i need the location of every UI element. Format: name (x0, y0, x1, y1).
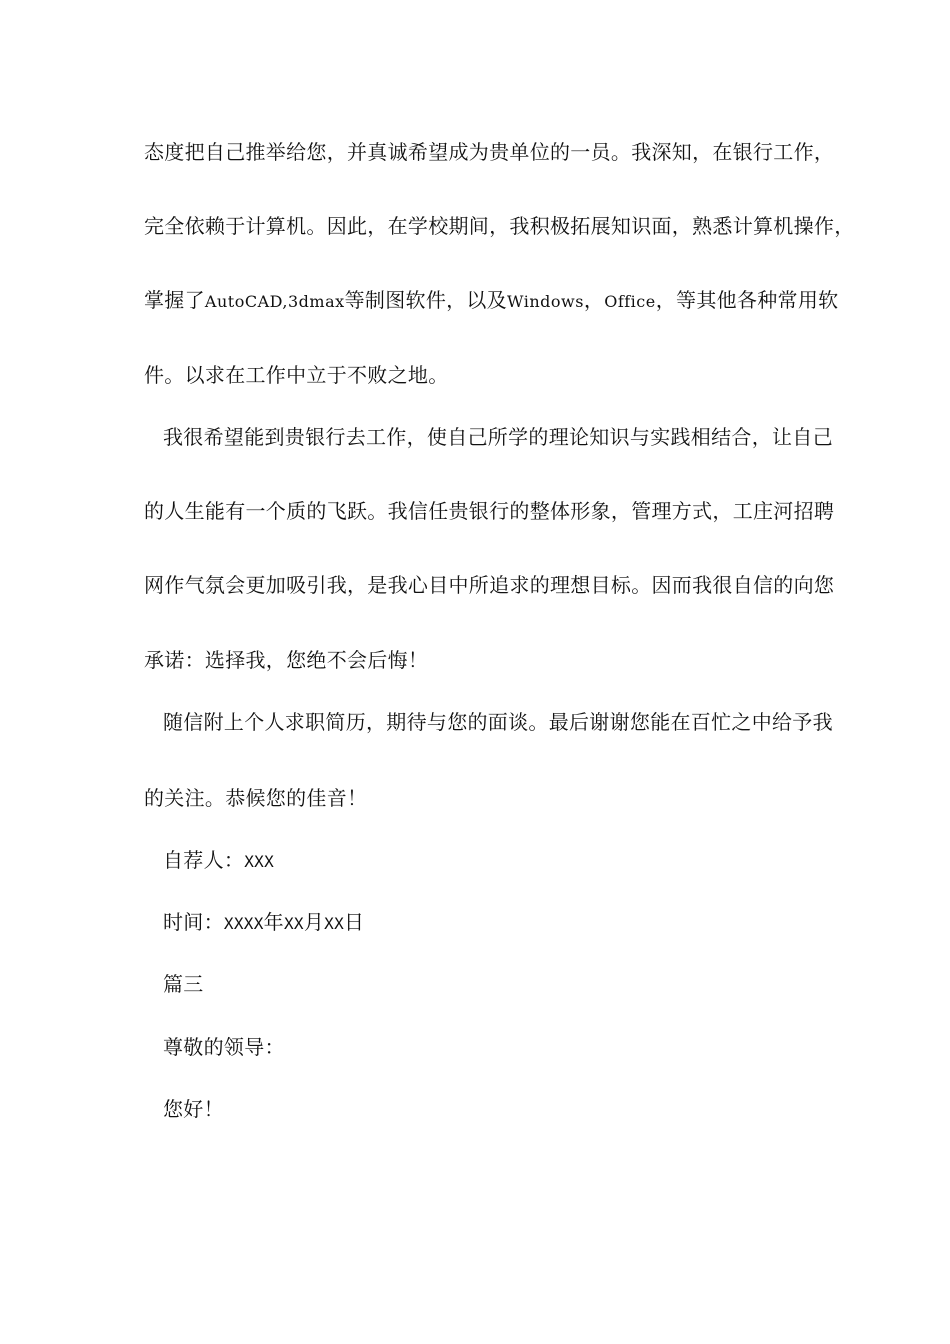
para1-line2: 完全依赖于计算机。因此，在学校期间，我积极拓展知识面，熟悉计算机操作， (144, 214, 855, 238)
para3-line1: 随信附上个人求职简历，期待与您的面谈。最后谢谢您能在百忙之中给予我 (163, 710, 833, 734)
para3-line2: 的关注。恭候您的佳音！ (144, 786, 368, 810)
signer-name: XXX (244, 852, 275, 871)
date-month-unit: 月 (303, 910, 325, 934)
date-label: 时间： (163, 910, 224, 934)
para1-line4: 件。以求在工作中立于不败之地。 (144, 363, 449, 387)
signer-label: 自荐人： (163, 848, 245, 872)
date-year: XXXX (223, 914, 264, 933)
para1-line1: 态度把自己推举给您，并真诚希望成为贵单位的一员。我深知，在银行工作， (144, 140, 835, 164)
para1-line3-text-g: ，等其他各种常用软 (655, 288, 839, 312)
para1-line3 (144, 287, 839, 315)
software-names-autocad-3dmax: AutoCAD,3dmax (204, 292, 345, 311)
date-line (163, 909, 833, 937)
date-day-unit: 日 (344, 910, 365, 934)
para2-line4: 承诺：选择我，您绝不会后悔！ (144, 648, 429, 672)
salutation: 尊敬的领导： (163, 1035, 285, 1059)
signer-line (163, 847, 833, 875)
section-heading: 篇三 (163, 972, 204, 996)
date-year-unit: 年 (263, 910, 284, 934)
para2-line1: 我很希望能到贵银行去工作，使自己所学的理论知识与实践相结合，让自己 (163, 425, 833, 449)
para2-line3: 网作气氛会更加吸引我，是我心目中所追求的理想目标。因而我很自信的向您 (144, 573, 835, 597)
para1-line3-comma: ， (583, 288, 605, 312)
software-name-windows: Windows (507, 292, 584, 311)
para1-line3-text-a: 掌握了 (144, 288, 205, 312)
para1-line3-text-c: 等制图软件，以及 (344, 288, 508, 312)
greeting: 您好！ (163, 1097, 224, 1121)
date-day: XX (324, 914, 345, 933)
software-name-office: Office (604, 292, 656, 311)
para2-line2: 的人生能有一个质的飞跃。我信任贵银行的整体形象，管理方式，工庄河招聘 (144, 499, 835, 523)
date-month: XX (283, 914, 304, 933)
